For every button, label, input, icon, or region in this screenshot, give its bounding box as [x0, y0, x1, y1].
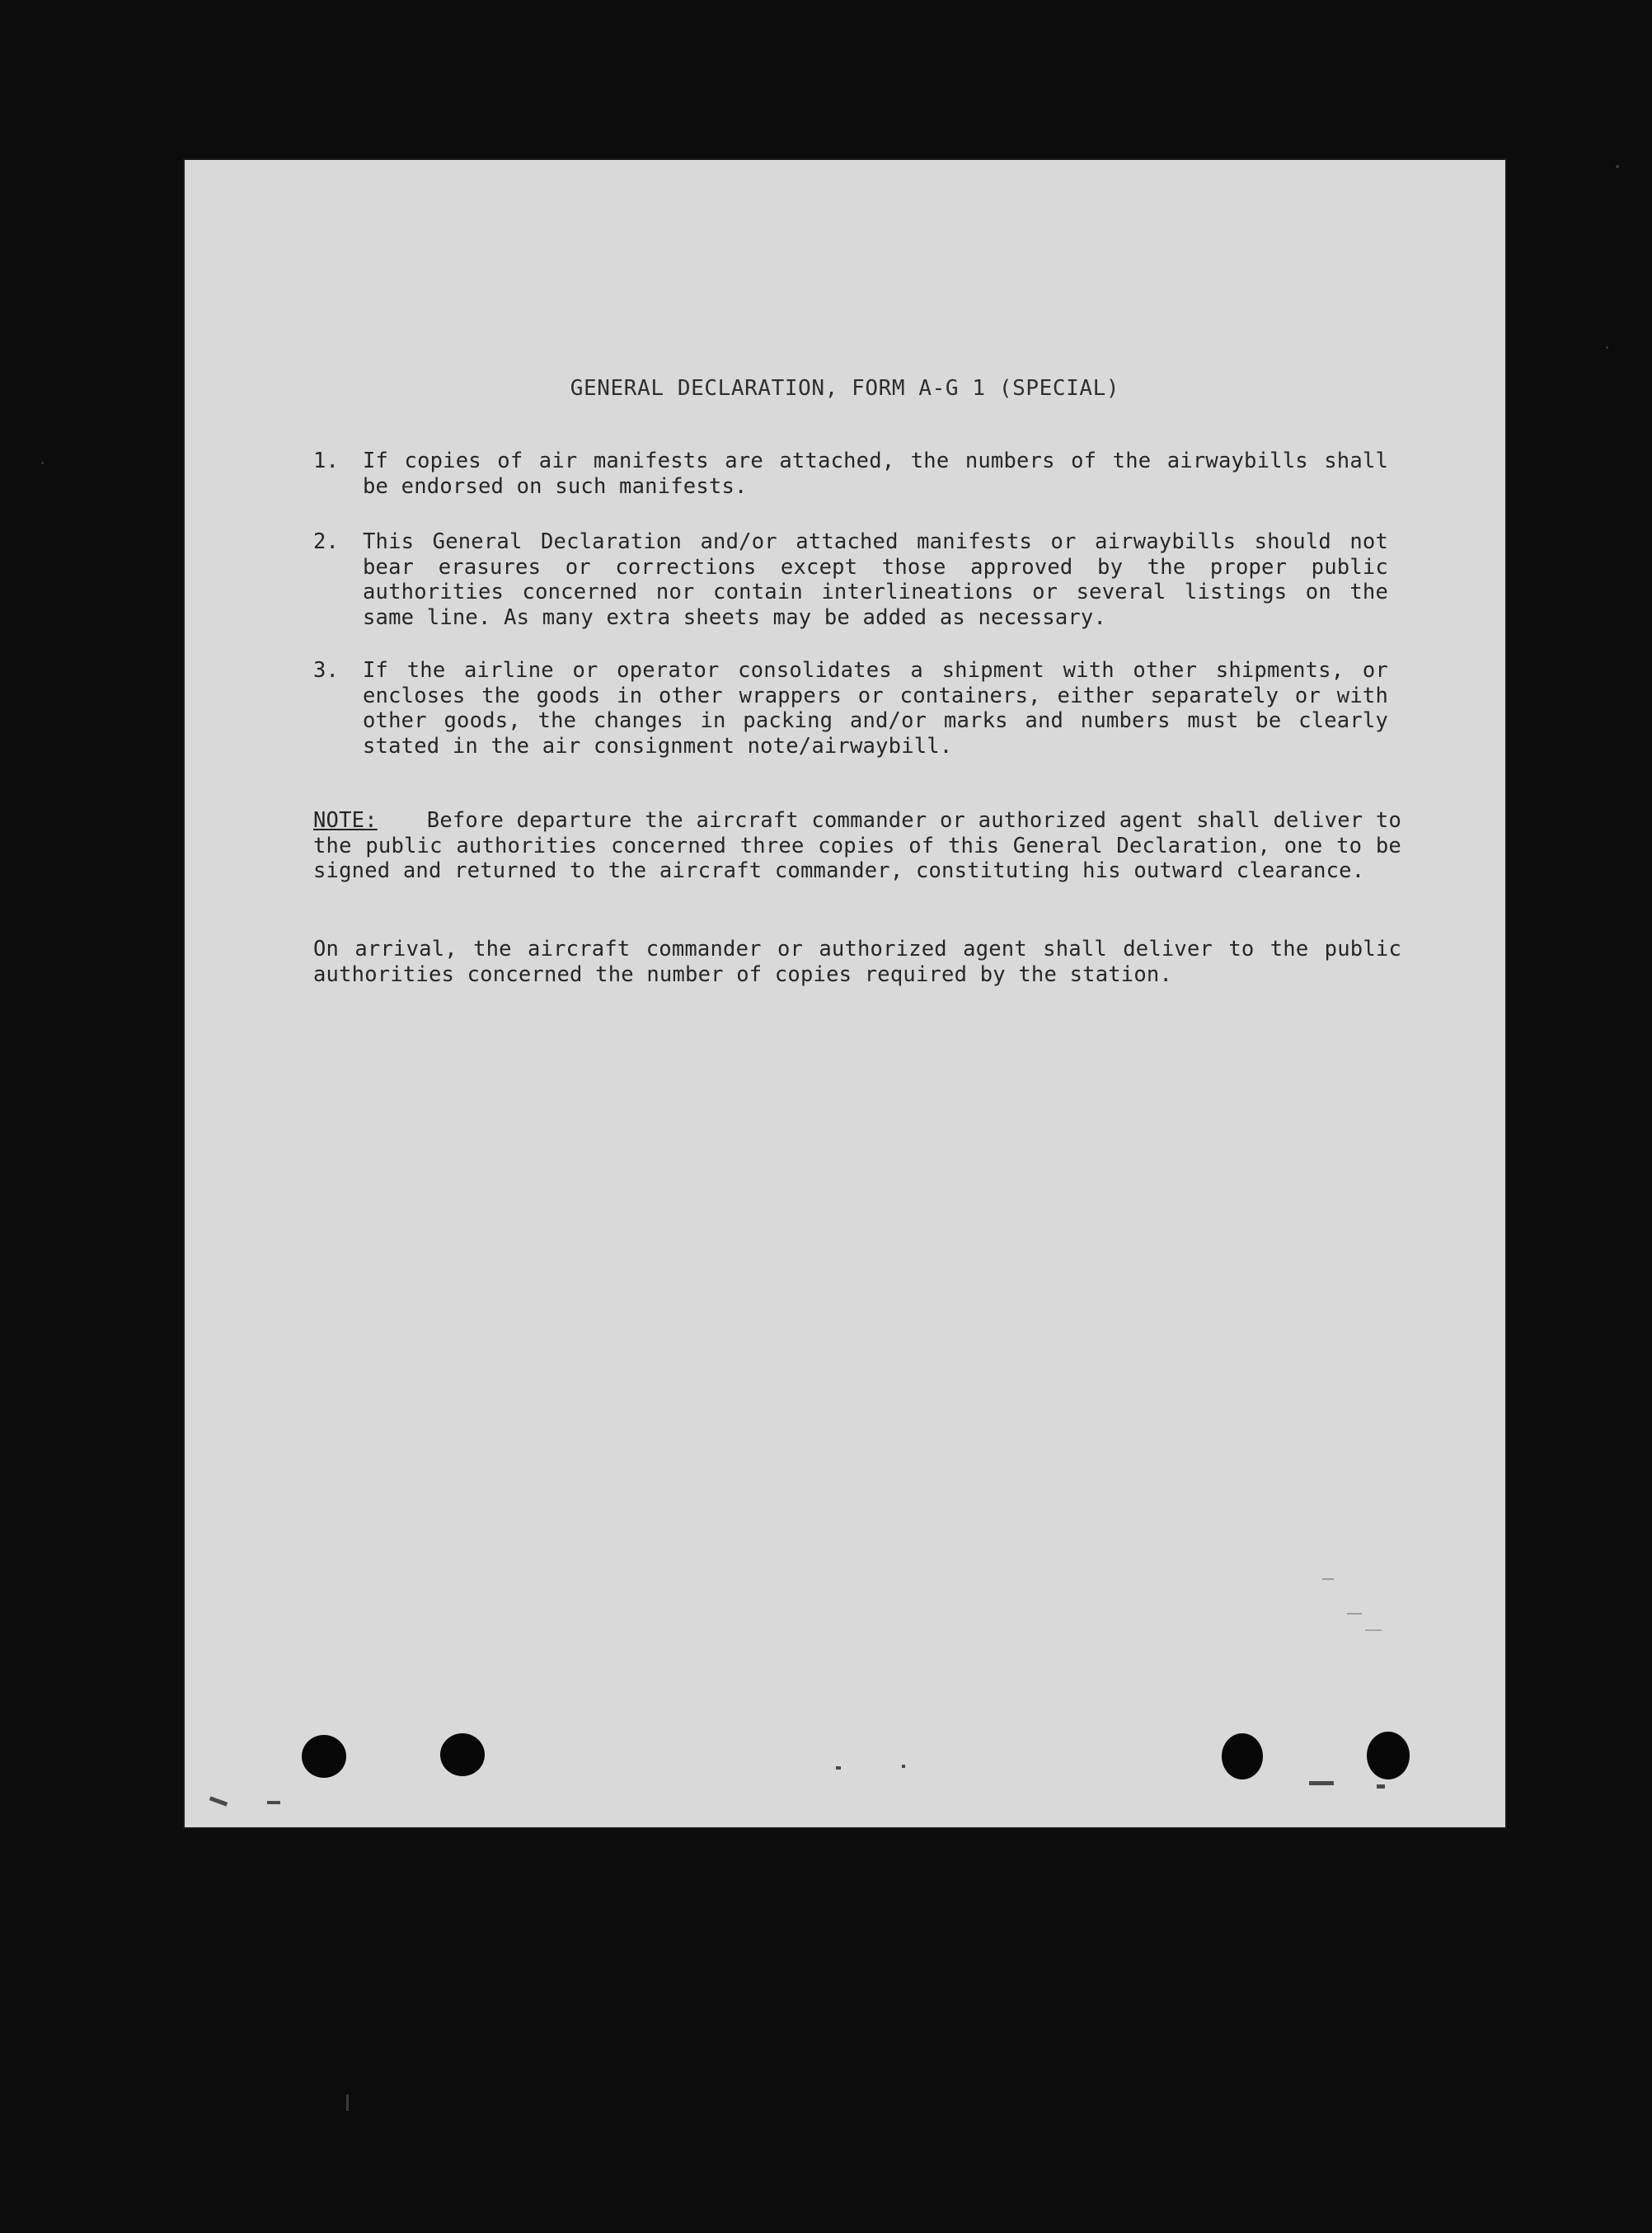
note-text: Before departure the aircraft commander or authorized agent shall deliver to the public authorities concerned three copies of this General Declaration, one to be signed and returned to the aircraft commander, constituting his outward clearance. [313, 808, 1401, 883]
scan-mark [836, 1766, 841, 1770]
scan-mark [41, 462, 44, 464]
item-number: 1. [313, 449, 340, 473]
scan-mark [1377, 1784, 1385, 1789]
punch-hole [1222, 1733, 1263, 1779]
document-page [185, 160, 1505, 1827]
arrival-paragraph: On arrival, the aircraft commander or authorized agent shall deliver to the public authorities concerned the number of copies required by the station. [313, 937, 1401, 987]
list-item [313, 529, 1388, 630]
scan-mark [1616, 165, 1619, 168]
item-text: If the airline or operator consolidates a shipment with other shipments, or encloses the goods in other wrappers or containers, either separately or with other goods, the changes in packing and/or marks and numbers must be clearly stated in the air consignment note/airwaybill. [363, 658, 1388, 759]
scan-mark [267, 1801, 280, 1804]
note-label: NOTE: [313, 808, 378, 833]
punch-hole [302, 1735, 346, 1778]
scan-mark [1606, 346, 1608, 349]
item-number: 2. [313, 529, 340, 554]
scan-mark [902, 1765, 905, 1768]
scan-mark [1365, 1629, 1382, 1631]
scan-mark [1309, 1781, 1334, 1785]
item-number: 3. [313, 658, 340, 683]
item-text: If copies of air manifests are attached, the numbers of the airwaybills shall be endorsed on such manifests. [363, 449, 1388, 499]
punch-hole [1367, 1732, 1410, 1779]
note-paragraph [313, 808, 1401, 884]
scan-mark [346, 2094, 349, 2111]
scan-mark [1322, 1578, 1334, 1580]
document-title: GENERAL DECLARATION, FORM A-G 1 (SPECIAL) [570, 376, 1120, 401]
punch-hole [440, 1733, 485, 1776]
scan-mark [209, 1796, 228, 1806]
item-text: This General Declaration and/or attached manifests or airwaybills should not bear erasures or corrections except those approved by the proper public authorities concerned nor contain interlineations or several listings on the same line. As many extra sheets may be added as necessary. [363, 529, 1388, 630]
list-item [313, 658, 1388, 759]
list-item [313, 449, 1388, 499]
scan-mark [1347, 1613, 1362, 1615]
